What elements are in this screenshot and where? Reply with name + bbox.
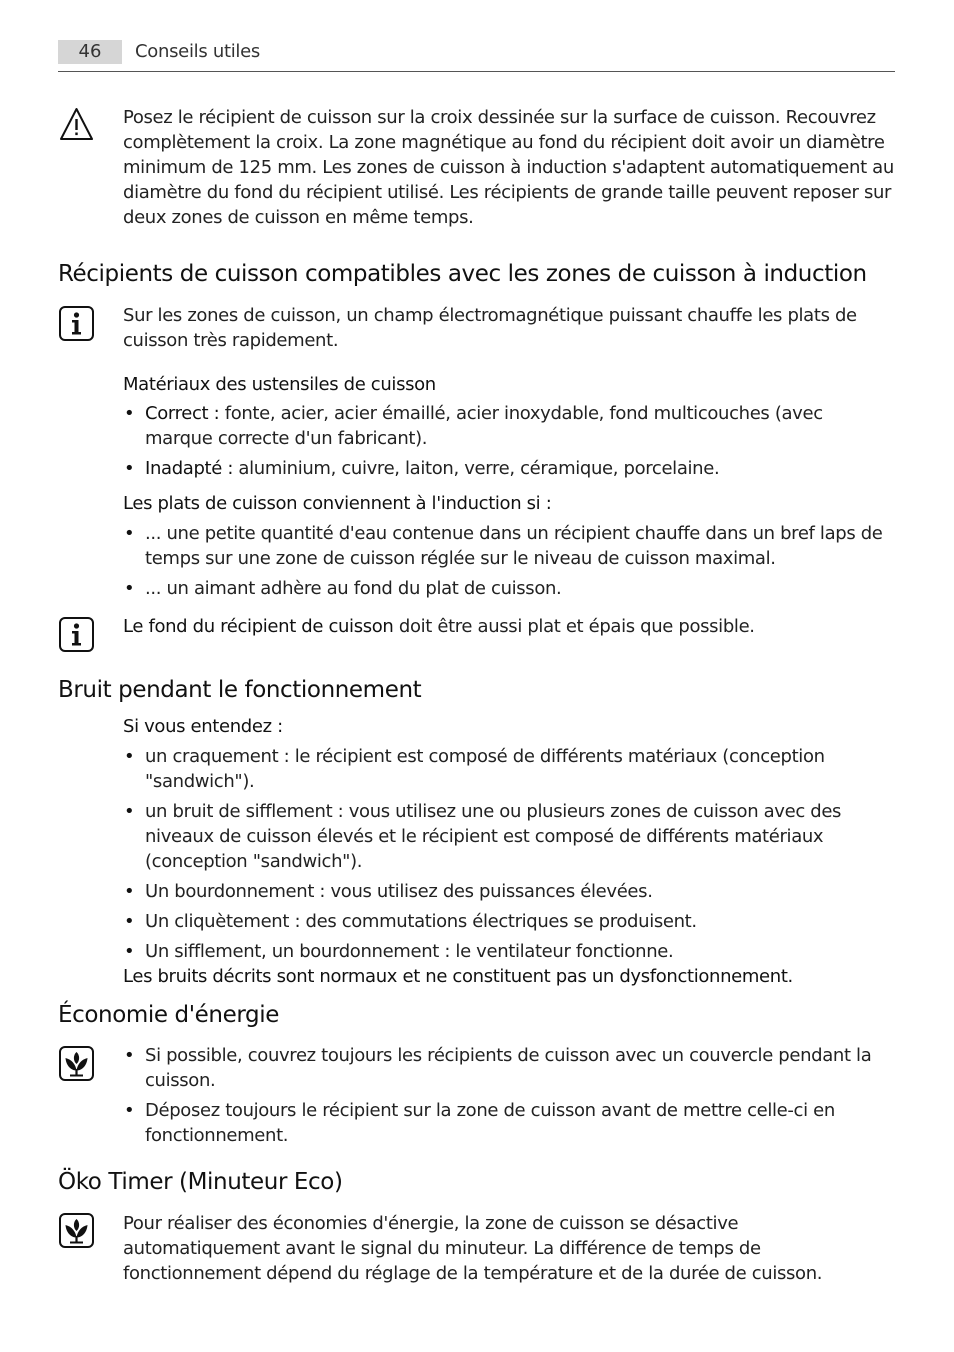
eco-leaf-icon [58,1045,95,1082]
materials-title: Matériaux des ustensiles de cuisson [123,374,436,395]
material-desc: aluminium, cuivre, laiton, verre, céramique, porcelaine. [233,458,720,479]
list-item: • Un cliquètement : des commutations électriques se produisent. [123,909,895,934]
list-item: • un craquement : le récipient est composé de différents matériaux (conception "sandwich"). [123,744,895,794]
energy-list [123,1043,895,1153]
info-icon [58,616,95,653]
list-item: • ... une petite quantité d'eau contenue dans un récipient chauffe dans un bref laps de temps sur une zone de cuisson réglée sur le niveau de cuisson maximal. [123,521,895,571]
info-icon [58,305,95,342]
materials-list [123,401,895,486]
heading-noise: Bruit pendant le fonctionnement [58,677,422,703]
heading-compatible-cookware: Récipients de cuisson compatibles avec les zones de cuisson à induction [58,261,867,287]
list-item: • Si possible, couvrez toujours les récipients de cuisson avec un couvercle pendant la cuisson. [123,1043,895,1093]
list-item: • un bruit de sifflement : vous utilisez une ou plusieurs zones de cuisson avec des niveaux de cuisson élevés et le récipient est composé de différents matériaux (conception "sandwich"). [123,799,895,874]
list-item: • Un bourdonnement : vous utilisez des puissances élevées. [123,879,895,904]
heading-eco-timer: Öko Timer (Minuteur Eco) [58,1169,343,1195]
note-term: Le fond du récipient de cuisson [123,616,394,637]
conditions-title: Les plats de cuisson conviennent à l'induction si : [123,493,552,514]
material-term: Correct : [145,403,220,424]
page-header [58,38,895,72]
eco-timer-text: Pour réaliser des économies d'énergie, la zone de cuisson se désactive automatiquement avant le signal du minuteur. La différence de temps de fonctionnement dépend du réglage de la température et de la durée de cuisson. [123,1213,823,1284]
noise-conclusion: Les bruits décrits sont normaux et ne constituent pas un dysfonctionnement. [123,966,793,987]
material-term: Inadapté : [145,458,234,479]
info-text-induction: Sur les zones de cuisson, un champ électromagnétique puissant chauffe les plats de cuisson très rapidement. [123,305,857,351]
eco-leaf-icon [58,1212,95,1249]
list-item [123,401,895,451]
note-desc: doit être aussi plat et épais que possible. [393,616,755,637]
list-item: • Un sifflement, un bourdonnement : le ventilateur fonctionne. [123,939,895,964]
noise-intro: Si vous entendez : [123,716,283,737]
heading-energy-saving: Économie d'énergie [58,1002,279,1028]
warning-triangle-icon [58,106,95,143]
list-item: • Déposez toujours le récipient sur la zone de cuisson avant de mettre celle-ci en fonctionnement. [123,1098,895,1148]
warning-text: Posez le récipient de cuisson sur la croix dessinée sur la surface de cuisson. Recouvrez complètement la croix. La zone magnétique au fond du récipient doit avoir un diamètre minimum de 125 mm. Les zones de cuisson à induction s'adaptent automatiquement au diamètre du fond du récipient utilisé. Les récipients de grande taille peuvent reposer sur deux zones de cuisson en même temps. [123,107,894,228]
list-item: • ... un aimant adhère au fond du plat de cuisson. [123,576,895,601]
list-item [123,456,895,481]
conditions-list [123,521,895,606]
noise-list [123,744,895,964]
page-number: 46 [58,40,122,64]
material-desc: fonte, acier, acier émaillé, acier inoxydable, fond multicouches (avec marque correcte d'un fabricant). [145,403,823,449]
note-pan-bottom [123,614,895,639]
section-title: Conseils utiles [135,41,260,62]
